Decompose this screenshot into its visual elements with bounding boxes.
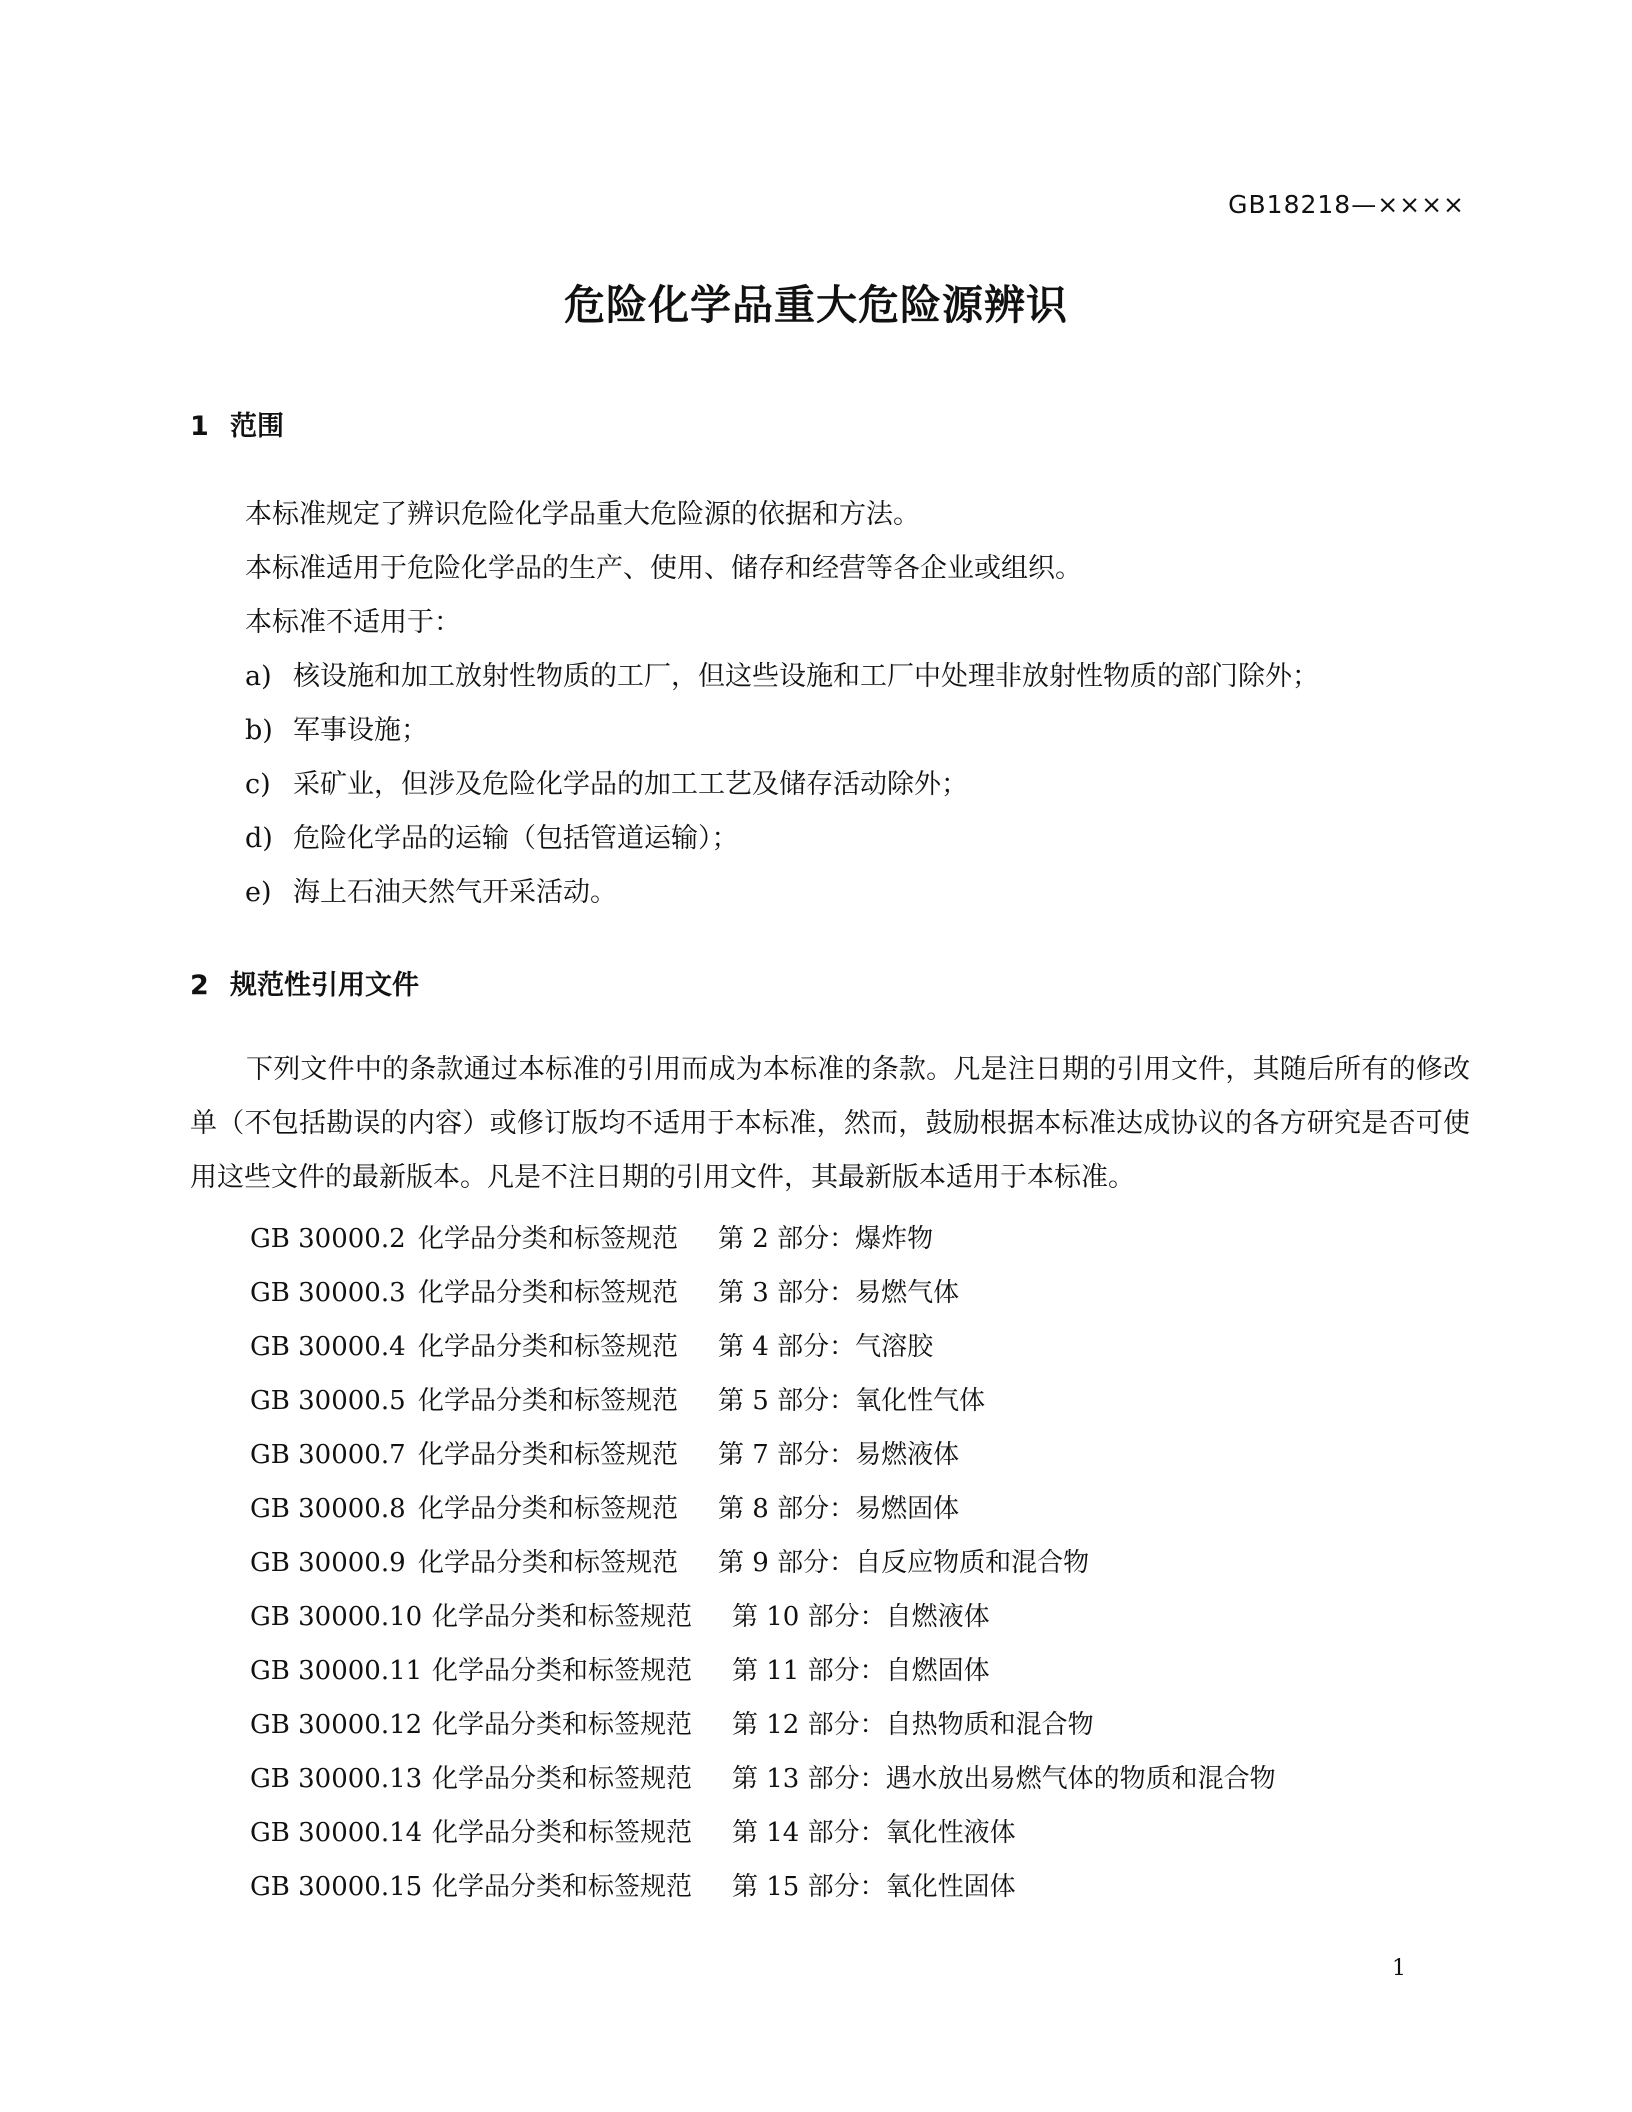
reference-code: GB 30000.8: [250, 1494, 406, 1524]
reference-series: 化学品分类和标签规范: [418, 1440, 679, 1470]
scope-paragraph: 本标准规定了辨识危险化学品重大危险源的依据和方法。: [245, 499, 920, 530]
reference-code: GB 30000.15: [250, 1872, 423, 1902]
reference-item: [250, 1758, 1276, 1795]
item-marker: d): [245, 823, 273, 854]
item-marker: e): [245, 877, 272, 908]
reference-series: 化学品分类和标签规范: [418, 1332, 679, 1362]
reference-code: GB 30000.13: [250, 1764, 423, 1794]
reference-item: [250, 1434, 959, 1471]
reference-item: [250, 1218, 933, 1255]
reference-series: 化学品分类和标签规范: [432, 1764, 693, 1794]
reference-series: 化学品分类和标签规范: [418, 1386, 679, 1416]
item-text: 海上石油天然气开采活动。: [293, 877, 617, 908]
reference-item: [250, 1542, 1089, 1579]
references-intro: 下列文件中的条款通过本标准的引用而成为本标准的条款。凡是注日期的引用文件，其随后所有的修改单（不包括勘误的内容）或修订版均不适用于本标准，然而，鼓励根据本标准达成协议的各方研究是否可使用这些文件的最新版本。凡是不注日期的引用文件，其最新版本适用于本标准。: [190, 1054, 1470, 1193]
reference-series: 化学品分类和标签规范: [432, 1602, 693, 1632]
section-number: 1: [190, 411, 209, 442]
reference-item: [250, 1272, 959, 1309]
item-text: 采矿业，但涉及危险化学品的加工工艺及储存活动除外；: [293, 769, 968, 800]
reference-item: [250, 1866, 1016, 1903]
reference-part: 第 11 部分：自燃固体: [732, 1656, 990, 1686]
item-text: 核设施和加工放射性物质的工厂，但这些设施和工厂中处理非放射性物质的部门除外；: [293, 661, 1319, 692]
exclusion-item: [245, 708, 428, 747]
exclusion-item: [245, 816, 739, 855]
reference-part: 第 12 部分：自热物质和混合物: [732, 1710, 1094, 1740]
item-text: 军事设施；: [293, 715, 428, 746]
section-2-heading: [190, 963, 419, 1002]
exclusion-item: [245, 762, 968, 801]
reference-series: 化学品分类和标签规范: [418, 1494, 679, 1524]
reference-item: [250, 1380, 985, 1417]
reference-part: 第 13 部分：遇水放出易燃气体的物质和混合物: [732, 1764, 1276, 1794]
reference-part: 第 10 部分：自燃液体: [732, 1602, 990, 1632]
reference-code: GB 30000.7: [250, 1440, 406, 1470]
scope-paragraph: 本标准不适用于：: [245, 607, 461, 638]
reference-code: GB 30000.14: [250, 1818, 423, 1848]
reference-part: 第 3 部分：易燃气体: [718, 1278, 960, 1308]
reference-item: [250, 1596, 990, 1633]
section-title: 范围: [230, 411, 284, 442]
reference-part: 第 2 部分：爆炸物: [718, 1224, 934, 1254]
reference-series: 化学品分类和标签规范: [418, 1278, 679, 1308]
reference-part: 第 15 部分：氧化性固体: [732, 1872, 1016, 1902]
reference-series: 化学品分类和标签规范: [432, 1818, 693, 1848]
reference-item: [250, 1812, 1016, 1849]
reference-series: 化学品分类和标签规范: [432, 1872, 693, 1902]
reference-series: 化学品分类和标签规范: [418, 1224, 679, 1254]
reference-part: 第 4 部分：气溶胶: [718, 1332, 934, 1362]
page-number: 1: [1392, 1956, 1406, 1981]
reference-code: GB 30000.11: [250, 1656, 423, 1686]
reference-part: 第 5 部分：氧化性气体: [718, 1386, 986, 1416]
reference-item: [250, 1704, 1094, 1741]
scope-paragraph: 本标准适用于危险化学品的生产、使用、储存和经营等各企业或组织。: [245, 553, 1082, 584]
item-marker: b): [245, 715, 273, 746]
reference-part: 第 9 部分：自反应物质和混合物: [718, 1548, 1090, 1578]
section-number: 2: [190, 970, 209, 1001]
exclusion-item: [245, 870, 617, 909]
reference-part: 第 7 部分：易燃液体: [718, 1440, 960, 1470]
standard-number: GB18218—××××: [1228, 190, 1465, 219]
reference-code: GB 30000.9: [250, 1548, 406, 1578]
item-marker: c): [245, 769, 271, 800]
reference-series: 化学品分类和标签规范: [432, 1656, 693, 1686]
item-marker: a): [245, 661, 272, 692]
reference-code: GB 30000.12: [250, 1710, 423, 1740]
reference-code: GB 30000.4: [250, 1332, 406, 1362]
reference-part: 第 8 部分：易燃固体: [718, 1494, 960, 1524]
reference-series: 化学品分类和标签规范: [418, 1548, 679, 1578]
reference-item: [250, 1326, 933, 1363]
reference-part: 第 14 部分：氧化性液体: [732, 1818, 1016, 1848]
section-1-heading: [190, 404, 284, 443]
reference-code: GB 30000.2: [250, 1224, 406, 1254]
reference-item: [250, 1650, 990, 1687]
exclusion-item: [245, 654, 1319, 693]
reference-code: GB 30000.5: [250, 1386, 406, 1416]
reference-series: 化学品分类和标签规范: [432, 1710, 693, 1740]
reference-code: GB 30000.3: [250, 1278, 406, 1308]
reference-code: GB 30000.10: [250, 1602, 423, 1632]
item-text: 危险化学品的运输（包括管道运输）；: [293, 823, 739, 854]
reference-item: [250, 1488, 959, 1525]
section-title: 规范性引用文件: [230, 970, 419, 1001]
document-title: 危险化学品重大危险源辨识: [564, 281, 1068, 329]
